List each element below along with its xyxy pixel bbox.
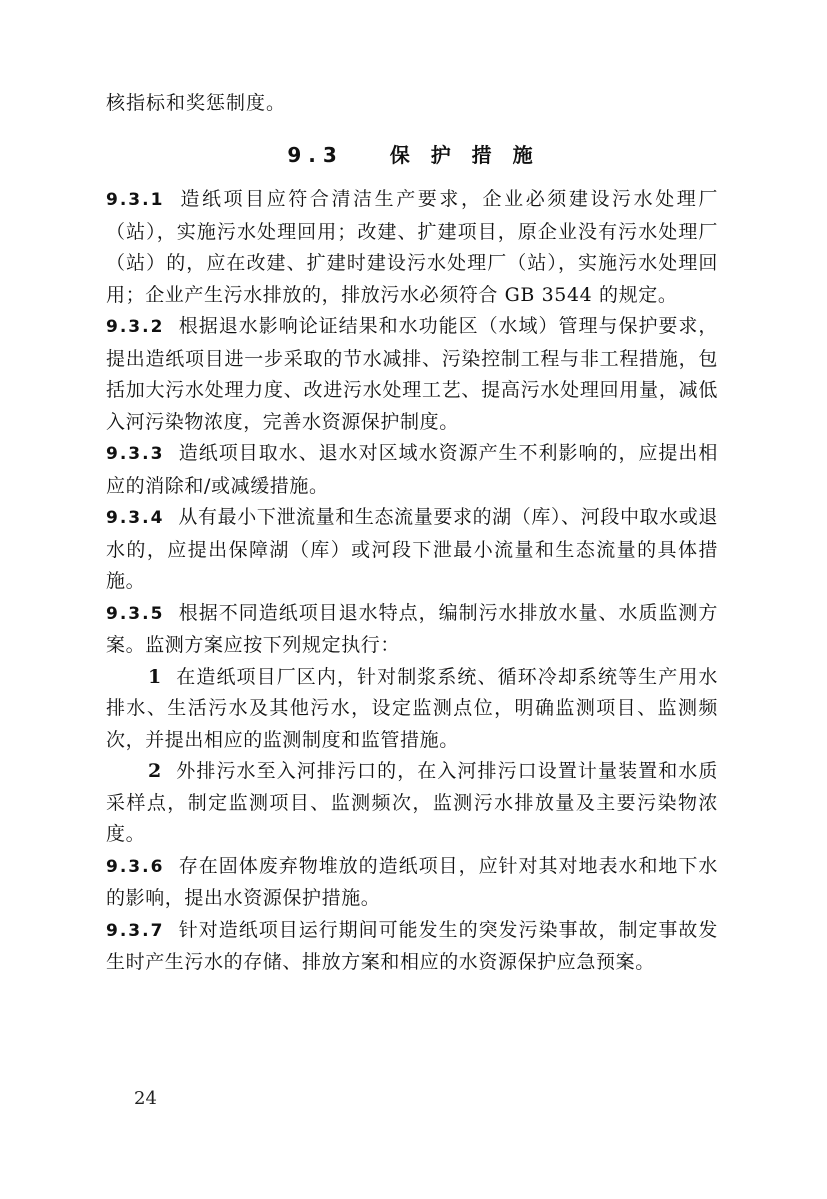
section-number: 9.3 bbox=[287, 143, 344, 167]
clause-9-3-5 bbox=[106, 598, 718, 662]
section-body bbox=[106, 184, 718, 979]
clause-9-3-4 bbox=[106, 502, 718, 598]
clause-9-3-2 bbox=[106, 311, 718, 438]
list-item-2 bbox=[106, 756, 718, 851]
list-item-1 bbox=[106, 662, 718, 757]
clause-text: 存在固体废弃物堆放的造纸项目，应针对其对地表水和地下水的影响，提出水资源保护措施。 bbox=[106, 854, 718, 909]
clause-9-3-1 bbox=[106, 184, 718, 311]
clause-text: 根据退水影响论证结果和水功能区（水域）管理与保护要求，提出造纸项目进一步采取的节水减排、污染控制工程与非工程措施，包括加大污水处理力度、改进污水处理工艺、提高污水处理回用量，减低入河污染物浓度，完善水资源保护制度。 bbox=[106, 315, 718, 433]
clause-text: 根据不同造纸项目退水特点，编制污水排放水量、水质监测方案。监测方案应按下列规定执行： bbox=[106, 601, 718, 656]
item-number: 2 bbox=[148, 760, 162, 782]
section-heading bbox=[0, 136, 827, 174]
item-text: 外排污水至入河排污口的，在入河排污口设置计量装置和水质采样点，制定监测项目、监测频次，监测污水排放量及主要污染物浓度。 bbox=[106, 760, 718, 845]
clause-number: 9.3.7 bbox=[106, 920, 165, 941]
item-number: 1 bbox=[148, 665, 162, 688]
clause-9-3-6 bbox=[106, 851, 718, 915]
section-title: 保 护 措 施 bbox=[389, 143, 540, 167]
clause-number: 9.3.5 bbox=[106, 603, 165, 624]
clause-text: 造纸项目应符合清洁生产要求，企业必须建设污水处理厂（站），实施污水处理回用；改建、扩建项目，原企业没有污水处理厂（站）的，应在改建、扩建时建设污水处理厂（站），实施污水处理回用；企业产生污水排放的，排放污水必须符合 GB 3544 的规定。 bbox=[106, 188, 718, 306]
clause-text: 针对造纸项目运行期间可能发生的突发污染事故，制定事故发生时产生污水的存储、排放方案和相应的水资源保护应急预案。 bbox=[106, 918, 718, 973]
clause-9-3-3 bbox=[106, 438, 718, 502]
page-number: 24 bbox=[134, 1088, 157, 1109]
item-text: 在造纸项目厂区内，针对制浆系统、循环冷却系统等生产用水排水、生活污水及其他污水，设定监测点位，明确监测项目、监测频次，并提出相应的监测制度和监管措施。 bbox=[106, 665, 718, 751]
clause-9-3-7 bbox=[106, 915, 718, 979]
clause-number: 9.3.6 bbox=[106, 856, 165, 877]
clause-text: 造纸项目取水、退水对区域水资源产生不利影响的，应提出相应的消除和/或减缓措施。 bbox=[106, 442, 718, 497]
continued-paragraph: 核指标和奖惩制度。 bbox=[106, 92, 287, 114]
clause-number: 9.3.2 bbox=[106, 317, 165, 337]
clause-number: 9.3.3 bbox=[106, 444, 165, 464]
clause-text: 从有最小下泄流量和生态流量要求的湖（库）、河段中取水或退水的，应提出保障湖（库）或河段下泄最小流量和生态流量的具体措施。 bbox=[106, 506, 718, 592]
clause-number: 9.3.4 bbox=[106, 508, 165, 528]
clause-number: 9.3.1 bbox=[106, 190, 165, 210]
